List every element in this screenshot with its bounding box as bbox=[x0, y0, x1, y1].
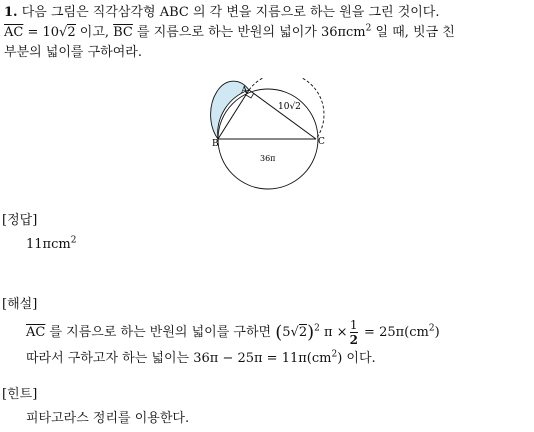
problem-text-1: 다음 그림은 직각삼각형 ABC 의 각 변을 지름으로 하는 원을 그린 것이다. bbox=[21, 5, 440, 20]
label-c: C bbox=[318, 137, 325, 147]
sqrt-symbol: √ bbox=[59, 25, 68, 40]
expl-frac-den: 2 bbox=[349, 333, 358, 347]
answer-value bbox=[26, 236, 76, 254]
expl-result: = 25π(cm bbox=[359, 325, 429, 340]
expl-five: 5 bbox=[282, 325, 291, 340]
expl-result-sup: 2 bbox=[428, 323, 435, 334]
segment-bc: $\overline{BC}$ bbox=[113, 25, 133, 40]
expl-text-2-sup: 2 bbox=[331, 349, 338, 360]
label-ac-length: 10√2 bbox=[278, 102, 301, 112]
problem-text-3: 부분의 넓이를 구하여라. bbox=[4, 45, 142, 60]
answer-value-text: 11πcm bbox=[26, 237, 71, 252]
hint-header-text: [힌트] bbox=[2, 387, 38, 402]
segment-ac: $\overline{AC}$ bbox=[4, 25, 24, 40]
expl-sqrt-symbol: √ bbox=[290, 325, 299, 340]
explanation-line-1 bbox=[26, 318, 440, 348]
problem-line-1 bbox=[4, 4, 440, 22]
problem-tail: 일 때, 빗금 친 bbox=[371, 25, 455, 40]
expl-open-paren: ( bbox=[275, 322, 283, 343]
problem-sup: 2 bbox=[365, 23, 372, 34]
side-ac bbox=[249, 90, 316, 139]
expl-close-paren: ) bbox=[307, 322, 315, 343]
expl-text-2-close: ) 이다. bbox=[337, 351, 376, 366]
explanation-line-2 bbox=[26, 350, 376, 368]
expl-pi-times: π × bbox=[319, 325, 348, 340]
expl-text-2: 따라서 구하고자 하는 넓이는 36π − 25π = 11π(cm bbox=[26, 351, 332, 366]
expl-exponent: 2 bbox=[314, 323, 320, 334]
problem-line-3 bbox=[4, 44, 142, 62]
expl-text-1: 를 지름으로 하는 반원의 넓이를 구하면 bbox=[45, 325, 276, 340]
hint-text bbox=[26, 410, 189, 428]
sqrt-radicand: 2 bbox=[67, 25, 76, 40]
answer-header-text: [정답] bbox=[2, 213, 38, 228]
expl-segment-ac: $\overline{AC}$ bbox=[26, 325, 46, 340]
expl-result-close: ) bbox=[434, 325, 440, 340]
problem-rest: 를 지름으로 하는 반원의 넓이가 36πcm bbox=[132, 25, 366, 40]
geometry-figure bbox=[196, 78, 336, 190]
equals-ten: = 10 bbox=[23, 25, 60, 40]
hint-header bbox=[2, 386, 37, 404]
label-b: B bbox=[212, 139, 219, 149]
answer-header bbox=[2, 212, 37, 230]
problem-line-2 bbox=[4, 24, 455, 42]
explanation-header bbox=[2, 296, 37, 314]
expl-fraction bbox=[350, 318, 358, 347]
expl-frac-num: 1 bbox=[349, 318, 358, 332]
explanation-header-text: [해설] bbox=[2, 297, 38, 312]
hint-text-value: 피타고라스 정리를 이용한다. bbox=[26, 411, 190, 426]
label-a: A bbox=[241, 86, 248, 96]
expl-sqrt-radicand: 2 bbox=[298, 325, 308, 340]
answer-sup: 2 bbox=[70, 235, 77, 246]
label-area: 36π bbox=[260, 154, 276, 163]
problem-mid: 이고, bbox=[75, 25, 114, 40]
problem-number: 1. bbox=[4, 5, 18, 20]
